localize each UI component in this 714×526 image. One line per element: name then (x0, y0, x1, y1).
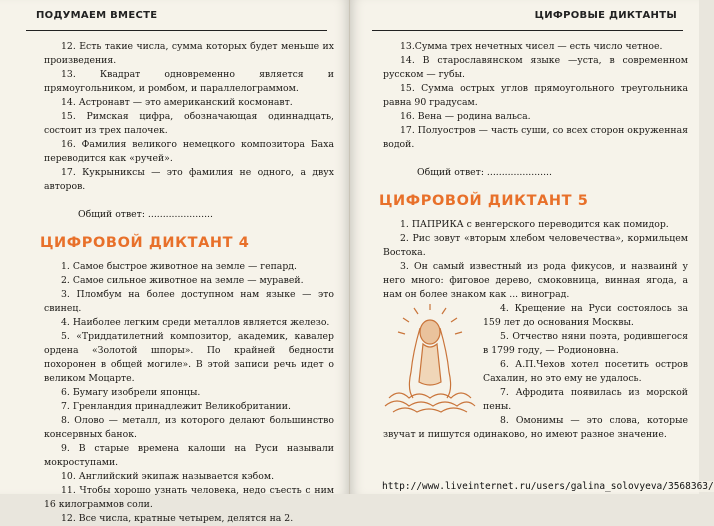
dictation-item: 3. Он самый известный из рода фикусов, и назваинй у него много: фиговое дерево, смоковница, винная ягода, а нам он более знаком как ... виноград. (383, 261, 688, 300)
dictation-item: 15. Римская цифра, обозначающая одиннадцать, состоит из трех палочек. (44, 111, 334, 136)
right-total-answer: Общий ответ: ...................... (417, 167, 552, 178)
dictation-item: 14. В старославянском языке —уста, в современном русском — губы. (383, 55, 688, 80)
dictation-item: 6. Бумагу изобрели японцы. (61, 387, 201, 398)
dictation-item: 8. Омонимы — это слова, которые звучат и пишутся одинаково, но имеют разное значение. (383, 415, 688, 440)
right-header-rule (372, 30, 683, 31)
left-running-header: ПОДУМАЕМ ВМЕСТЕ (36, 10, 158, 21)
dictation-item: 12. Есть такие числа, сумма которых будет меньше их произведения. (44, 41, 334, 66)
dictation-item: 8. Олово — металл, из которого делают большинство консервных банок. (44, 415, 334, 440)
right-items-section (383, 218, 688, 302)
left-text-column (40, 40, 334, 526)
dictation-item: 3. Пломбум на более доступном нам языке — это свинец. (44, 289, 334, 314)
dictation-item: 16. Вена — родина вальса. (400, 111, 531, 122)
dictation-item: 16. Фамилия великого немецкого композитора Баха переводится как «ручей». (44, 139, 334, 164)
dictation-item: 6. А.П.Чехов хотел посетить остров Сахалин, но это ему не удалось. (483, 359, 688, 384)
left-section-title: ЦИФРОВОЙ ДИКТАНТ 4 (40, 235, 250, 251)
left-page (0, 0, 350, 524)
aphrodite-illustration (383, 302, 477, 416)
dictation-item: 14. Астронавт — это американский космонавт. (61, 97, 293, 108)
dictation-item: 17. Кукрыниксы — это фамилия не одного, а двух авторов. (44, 167, 334, 192)
dictation-item: 11. Чтобы хорошо узнать человека, недо съесть с ним 16 килограммов соли. (44, 485, 334, 510)
dictation-item: 17. Полуостров — часть суши, со всех сторон окруженная водой. (383, 125, 688, 150)
left-items-top (44, 40, 334, 194)
dictation-item: 13.Сумма трех нечетных чисел — есть число четное. (400, 41, 663, 52)
dictation-item: 1. ПАПРИКА с венгерского переводится как помидор. (400, 219, 669, 230)
dictation-item: 7. Гренландия принадлежит Великобритании. (61, 401, 291, 412)
dictation-item: 1. Самое быстрое животное на земле — гепард. (61, 261, 297, 272)
left-total-answer: Общий ответ: ...................... (78, 209, 213, 220)
dictation-item: 12. Все числа, кратные четырем, делятся на 2. (61, 513, 294, 524)
dictation-item: 4. Наиболее легким среди металлов является железо. (61, 317, 330, 328)
dictation-item: 13. Квадрат одновременно является и прямоугольником, и ромбом, и параллелограммом. (44, 69, 334, 94)
dictation-item: 10. Английский экипаж называется кэбом. (61, 471, 275, 482)
left-header-rule (26, 30, 327, 31)
right-items-top (383, 40, 688, 152)
left-items-section (44, 260, 334, 526)
dictation-item: 5. Отчество няни поэта, родившегося в 1799 году, — Родионовна. (483, 331, 688, 356)
right-text-column (379, 40, 688, 442)
dictation-item: 7. Афродита появилась из морской пены. (483, 387, 688, 412)
dictation-item: 15. Сумма острых углов прямоугольного треугольника равна 90 градусам. (383, 83, 688, 108)
right-section-title: ЦИФРОВОЙ ДИКТАНТ 5 (379, 193, 589, 209)
right-running-header: ЦИФРОВЫЕ ДИКТАНТЫ (534, 10, 677, 21)
watermark-url: http://www.liveinternet.ru/users/galina_solovyeva/3568363/ (382, 481, 714, 492)
dictation-item: 4. Крещение на Руси состоялось за 159 лет до основания Москвы. (483, 303, 688, 328)
dictation-item: 5. «Триддатилетний композитор, академик, кавалер ордена «Золотой шпоры». По крайней бедности похоронен в общей могиле». В этой записи речь идет о великом Моцарте. (44, 331, 334, 384)
illustration-wrap-block (383, 302, 688, 442)
dictation-item: 2. Самое сильное животное на земле — муравей. (61, 275, 304, 286)
dictation-item: 9. В старые времена калоши на Руси называли мокроступами. (44, 443, 334, 468)
dictation-item: 2. Рис зовут «вторым хлебом человечества», кормильцем Востока. (383, 233, 688, 258)
right-page (350, 0, 714, 494)
